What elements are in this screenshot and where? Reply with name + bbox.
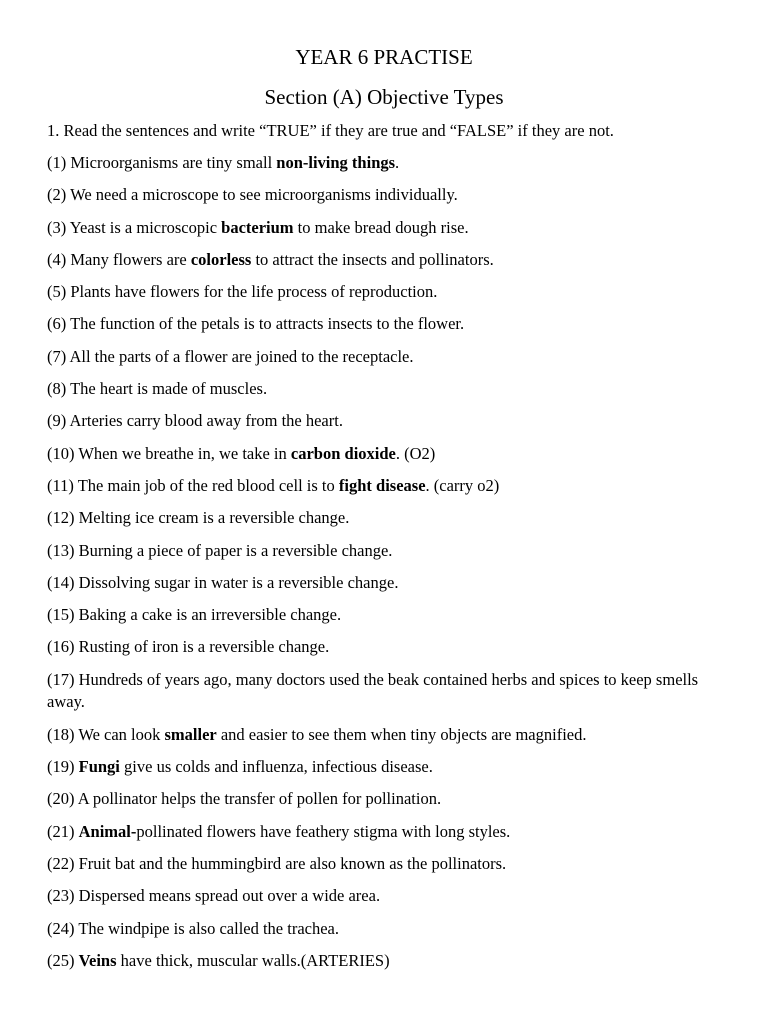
question-text: (2) We need a microscope to see microorganisms individually.: [47, 185, 458, 205]
question-list: [47, 150, 727, 980]
question-text: (24) The windpipe is also called the trachea.: [47, 918, 340, 938]
question-text: (16) Rusting of iron is a reversible change.: [47, 637, 330, 657]
question-item: [47, 602, 727, 634]
question-item: [47, 279, 727, 311]
question-text-tail: . (O2): [395, 443, 436, 463]
question-text: (12) Melting ice cream is a reversible change.: [47, 508, 350, 528]
question-emphasis: smaller: [164, 724, 217, 744]
question-item: [47, 344, 727, 376]
page-title: YEAR 6 PRACTISE: [295, 45, 473, 69]
question-text: (20) A pollinator helps the transfer of pollen for pollination.: [47, 789, 442, 809]
question-text: (15) Baking a cake is an irreversible change.: [47, 605, 342, 625]
question-text: (21): [47, 821, 79, 841]
question-text: (5) Plants have flowers for the life process of reproduction.: [47, 282, 438, 302]
question-text: (25): [47, 950, 79, 970]
question-emphasis: Fungi: [78, 757, 120, 777]
question-item: [47, 754, 727, 786]
question-emphasis: colorless: [190, 249, 252, 269]
question-text: (11) The main job of the red blood cell is to: [47, 475, 339, 495]
question-text-tail: to make bread dough rise.: [293, 217, 469, 237]
question-item: [47, 441, 727, 473]
question-item: [47, 538, 727, 570]
question-text: (22) Fruit bat and the hummingbird are also known as the pollinators.: [47, 853, 507, 873]
question-text: (17) Hundreds of years ago, many doctors used the beak contained herbs and spices to keep smells away.: [47, 669, 699, 711]
question-item: [47, 819, 727, 851]
question-text: (3) Yeast is a microscopic: [47, 217, 222, 237]
question-emphasis: carbon dioxide: [290, 443, 396, 463]
question-emphasis: Animal-: [78, 821, 137, 841]
question-text-tail: have thick, muscular walls.(ARTERIES): [116, 950, 390, 970]
question-item: [47, 948, 727, 980]
question-item: [47, 505, 727, 537]
question-item: [47, 247, 727, 279]
question-text: (9) Arteries carry blood away from the heart.: [47, 411, 343, 431]
question-text-tail: pollinated flowers have feathery stigma with long styles.: [136, 821, 511, 841]
question-text: (13) Burning a piece of paper is a reversible change.: [47, 540, 393, 560]
question-emphasis: fight disease: [338, 475, 426, 495]
question-text-tail: . (carry o2): [425, 475, 500, 495]
question-item: [47, 473, 727, 505]
question-emphasis: non-living things: [276, 153, 396, 172]
question-text-tail: and easier to see them when tiny objects are magnified.: [216, 724, 587, 744]
question-text: (4) Many flowers are: [47, 249, 191, 269]
question-text-tail: .: [395, 153, 400, 172]
question-text: (6) The function of the petals is to attracts insects to the flower.: [47, 314, 465, 334]
question-item: [47, 376, 727, 408]
question-emphasis: bacterium: [221, 217, 294, 237]
question-item: [47, 634, 727, 666]
question-item: [47, 667, 727, 722]
section-heading: Section (A) Objective Types: [264, 85, 504, 109]
question-text-tail: to attract the insects and pollinators.: [251, 249, 494, 269]
question-item: [47, 215, 727, 247]
question-item: [47, 311, 727, 343]
instruction-text: 1. Read the sentences and write “TRUE” if they are true and “FALSE” if they are not.: [47, 121, 614, 140]
question-item: [47, 786, 727, 818]
question-text-tail: give us colds and influenza, infectious disease.: [119, 757, 433, 777]
question-text: (1) Microorganisms are tiny small: [47, 153, 277, 172]
question-item: [47, 851, 727, 883]
question-text: (7) All the parts of a flower are joined to the receptacle.: [47, 346, 414, 366]
question-text: (10) When we breathe in, we take in: [47, 443, 291, 463]
question-text: (18) We can look: [47, 724, 165, 744]
question-item: [47, 722, 727, 754]
question-text: (14) Dissolving sugar in water is a reversible change.: [47, 572, 399, 592]
question-item: [47, 408, 727, 440]
question-text: (8) The heart is made of muscles.: [47, 379, 268, 399]
question-item: [47, 916, 727, 948]
question-item: [47, 570, 727, 602]
question-item: [47, 883, 727, 915]
question-text: (19): [47, 757, 79, 777]
question-emphasis: Veins: [78, 950, 117, 970]
question-text: (23) Dispersed means spread out over a wide area.: [47, 886, 381, 906]
question-item: [47, 150, 727, 182]
question-item: [47, 182, 727, 214]
